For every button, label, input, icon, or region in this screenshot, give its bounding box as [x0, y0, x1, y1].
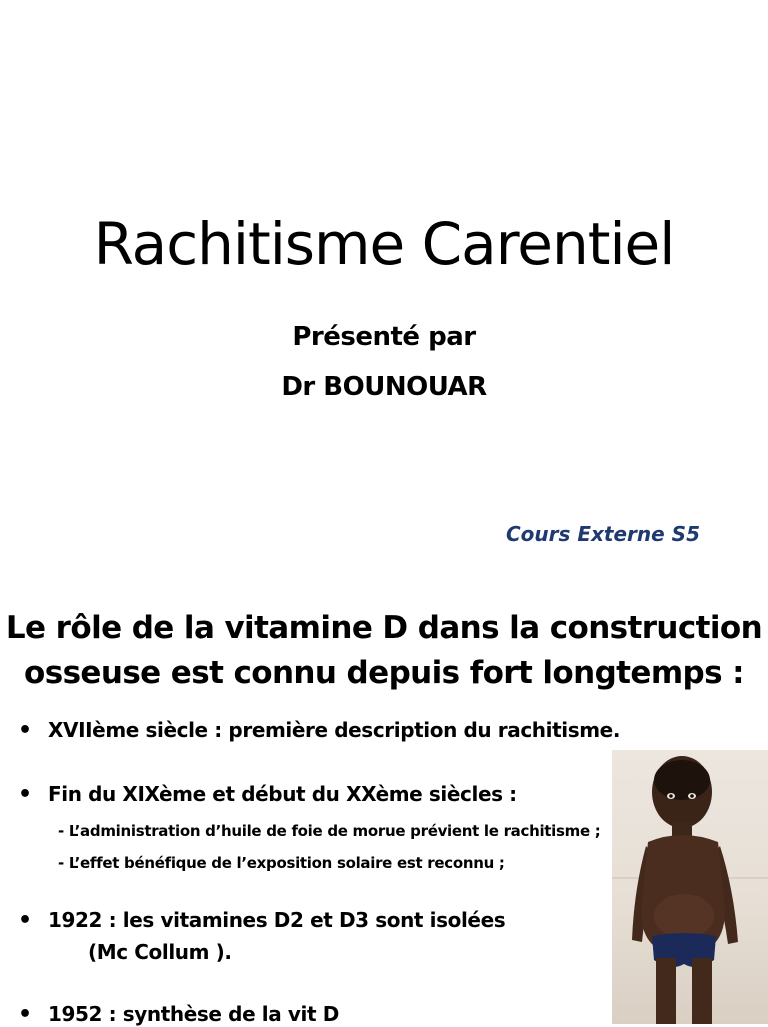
bullet-continuation: (Mc Collum ). [88, 940, 232, 964]
sub-item: - L’administration d’huile de foie de morue prévient le rachitisme ; [58, 822, 601, 840]
sub-item: - L’effet bénéfique de l’exposition solaire est reconnu ; [58, 854, 505, 872]
bullet-text: Fin du XIXème et début du XXème siècles : [48, 782, 517, 806]
heading-line-2: osseuse est connu depuis fort longtemps : [24, 655, 744, 691]
author-name: Dr BOUNOUAR [281, 372, 487, 402]
list-item [18, 718, 620, 743]
child-photo [612, 750, 768, 1024]
heading-line-1: Le rôle de la vitamine D dans la construction [5, 610, 763, 646]
bullet-text: 1952 : synthèse de la vit D [48, 1002, 339, 1026]
presented-by-label: Présenté par [292, 322, 476, 352]
list-item [18, 782, 517, 807]
bullet-icon: • [18, 782, 32, 807]
bullet-icon: • [18, 718, 32, 743]
content-heading [0, 606, 768, 696]
bullet-text: XVIIème siècle : première description du rachitisme. [48, 718, 621, 742]
slide-title: Rachitisme Carentiel [93, 210, 675, 278]
bullet-icon: • [18, 908, 32, 933]
list-item [18, 908, 505, 933]
bullet-text: 1922 : les vitamines D2 et D3 sont isolées [48, 908, 506, 932]
bullet-icon: • [18, 1002, 32, 1027]
course-label: Cours Externe S5 [505, 522, 700, 546]
child-photo-icon [612, 750, 768, 1024]
list-item [18, 1002, 339, 1027]
